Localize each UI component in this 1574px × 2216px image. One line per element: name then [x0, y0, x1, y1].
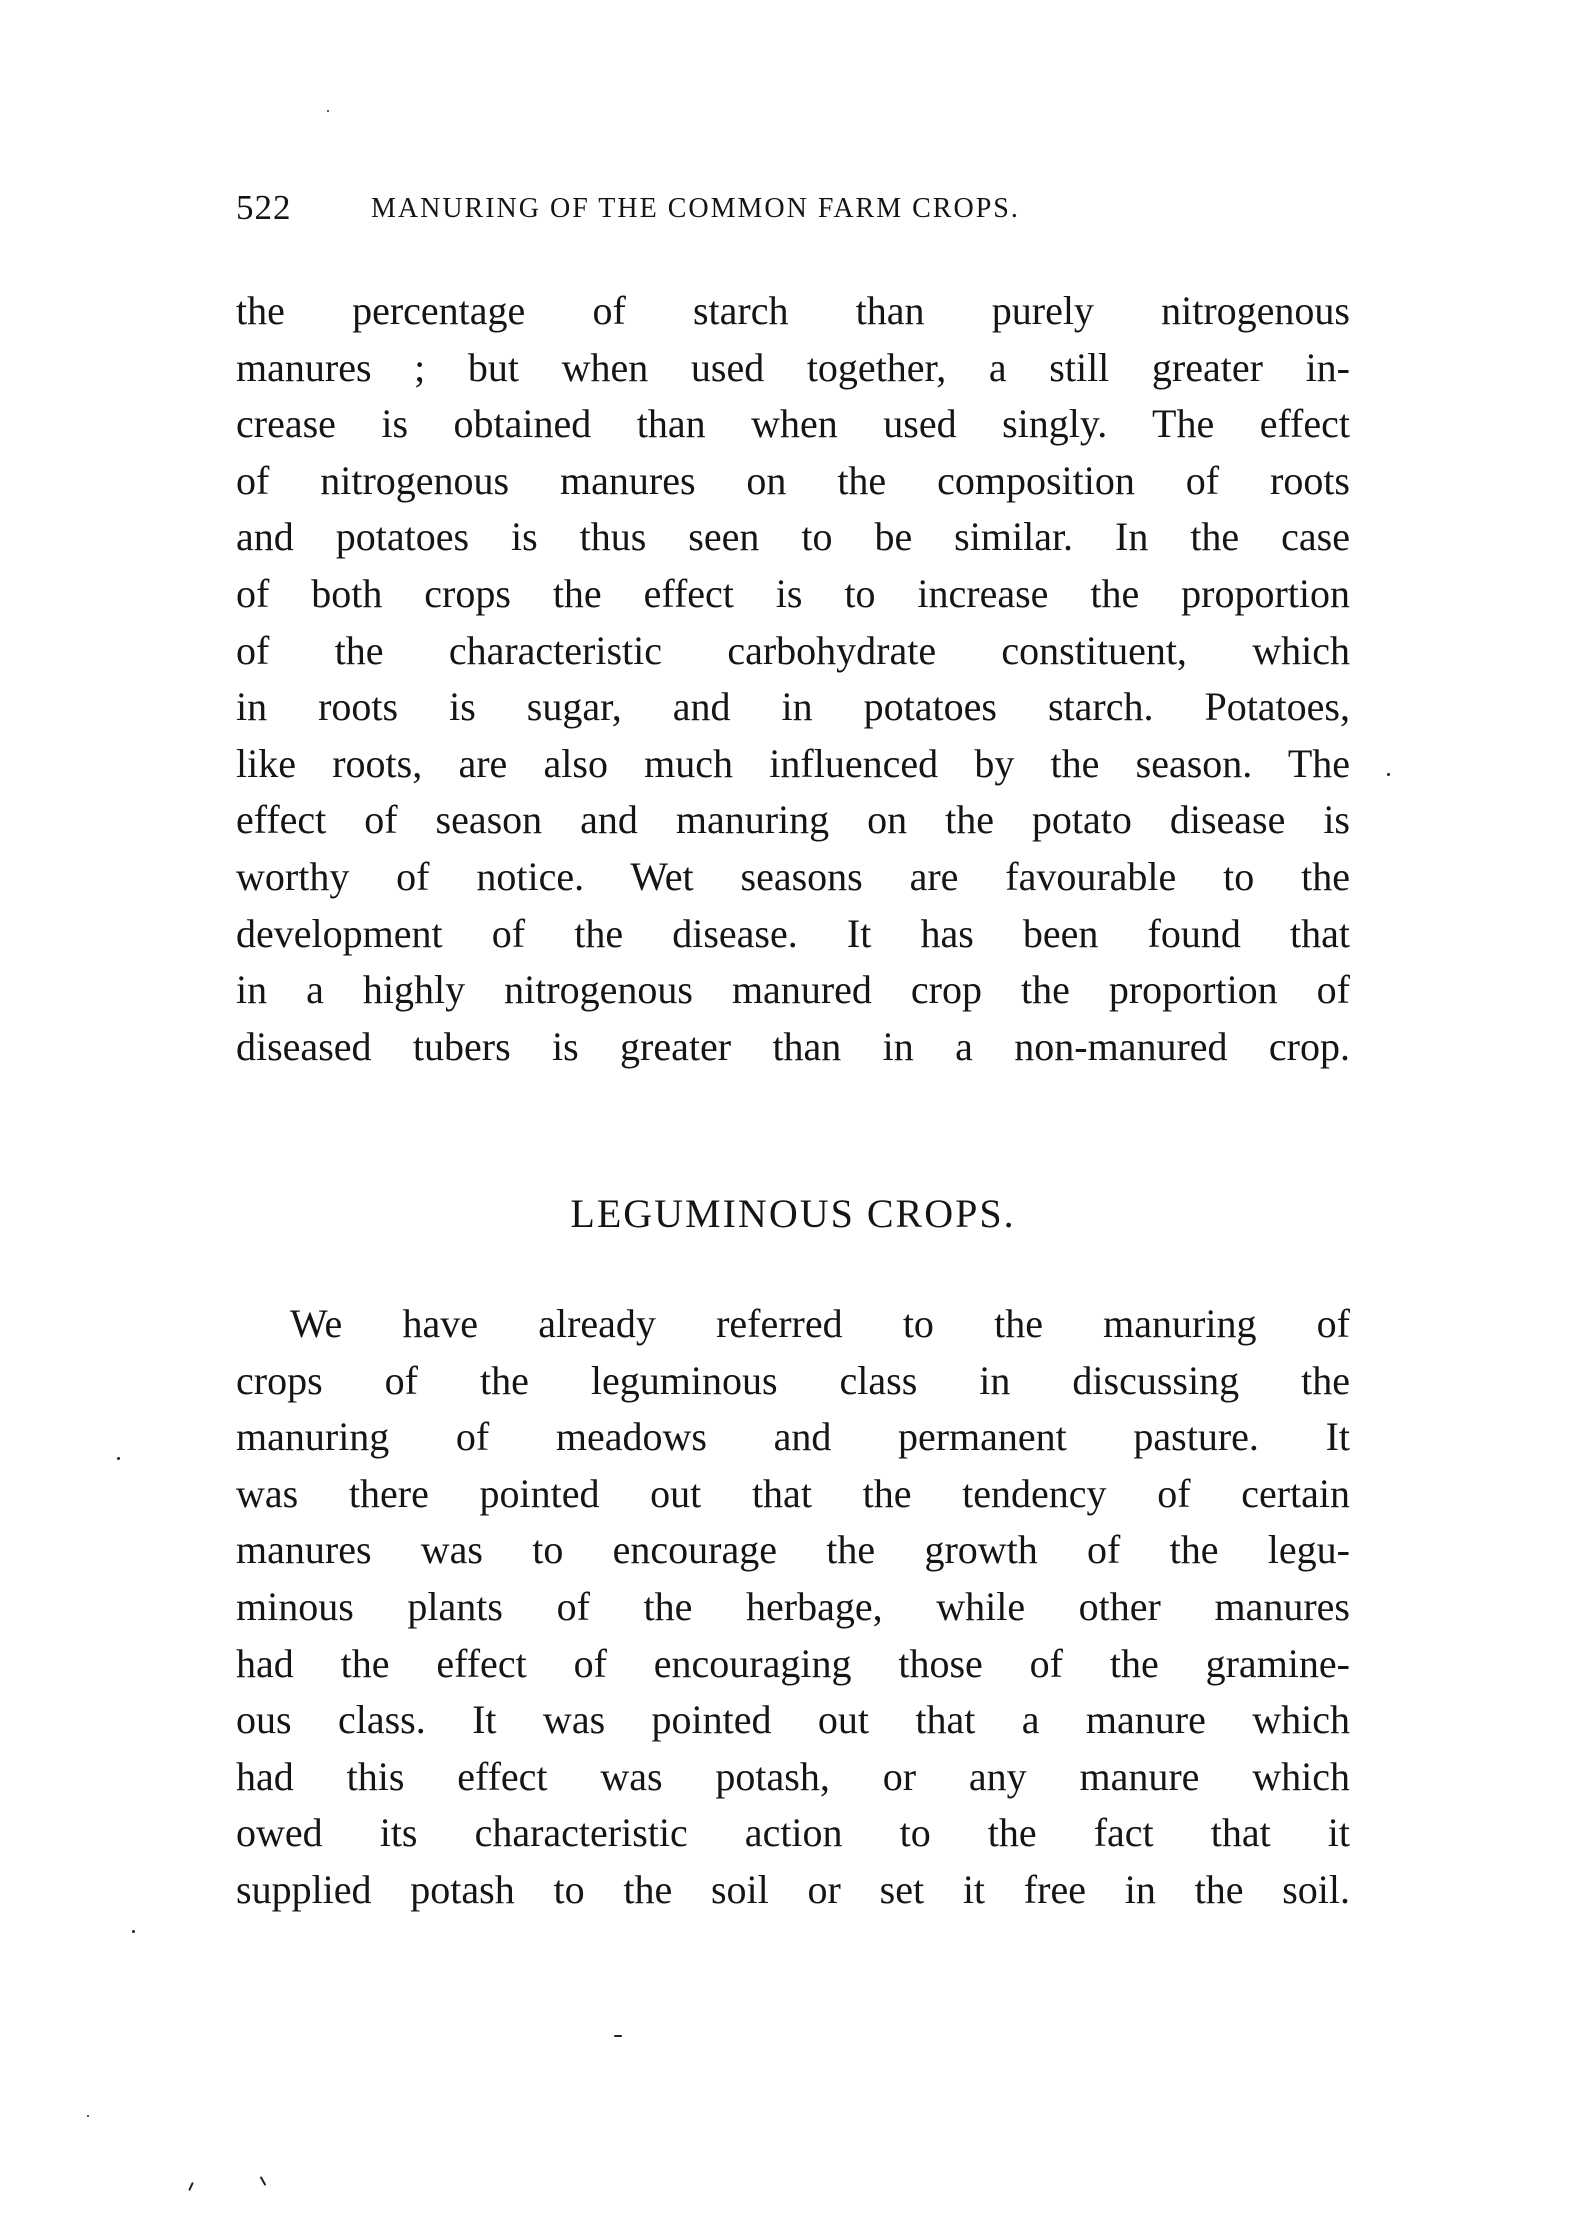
text-line: crops of the leguminous class in discussing the: [236, 1357, 1350, 1403]
text-line: was there pointed out that the tendency of certain: [236, 1470, 1350, 1516]
text-line: in roots is sugar, and in potatoes starch. Potatoes,: [236, 684, 1350, 730]
text-line: had this effect was potash, or any manure which: [236, 1753, 1350, 1799]
scan-speck: [188, 2182, 194, 2191]
running-head: [236, 188, 1350, 238]
scan-speck: [117, 1457, 120, 1460]
text-line: development of the disease. It has been found that: [236, 910, 1350, 956]
text-line: of the characteristic carbohydrate constituent, which: [236, 627, 1350, 673]
text-line: supplied potash to the soil or set it free in the soil.: [236, 1866, 1350, 1912]
text-line: manuring of meadows and permanent pasture. It: [236, 1414, 1350, 1460]
scan-speck: [614, 2035, 622, 2037]
page-number: 522: [236, 188, 292, 227]
text-line: worthy of notice. Wet seasons are favourable to the: [236, 853, 1350, 899]
text-line: We have already referred to the manuring of: [290, 1301, 1350, 1346]
text-line: crease is obtained than when used singly. The effect: [236, 401, 1350, 447]
text-line: in a highly nitrogenous manured crop the proportion of: [236, 967, 1350, 1013]
text-line: like roots, are also much influenced by the season. The: [236, 740, 1350, 786]
section-heading: LEGUMINOUS CROPS.: [570, 1191, 1016, 1236]
paragraph-leguminous-crops: [236, 1296, 1350, 1919]
text-line: of nitrogenous manures on the composition of roots: [236, 457, 1350, 503]
text-line: ous class. It was pointed out that a manure which: [236, 1697, 1350, 1743]
text-line: and potatoes is thus seen to be similar. In the case: [236, 514, 1350, 560]
text-line: effect of season and manuring on the potato disease is: [236, 797, 1350, 843]
text-line: manures ; but when used together, a still greater in-: [236, 344, 1350, 390]
text-line: the percentage of starch than purely nitrogenous: [236, 288, 1350, 333]
running-title: MANURING OF THE COMMON FARM CROPS.: [371, 193, 1020, 224]
scan-speck: [260, 2176, 267, 2186]
scan-speck: [1387, 773, 1390, 776]
text-line: of both crops the effect is to increase the proportion: [236, 570, 1350, 616]
text-line: minous plants of the herbage, while other manures: [236, 1583, 1350, 1629]
scan-speck: [132, 1930, 135, 1933]
text-line: had the effect of encouraging those of the gramine-: [236, 1640, 1350, 1686]
text-line: owed its characteristic action to the fact that it: [236, 1810, 1350, 1856]
paragraph-potatoes: [236, 283, 1350, 1075]
text-line: manures was to encourage the growth of the legu-: [236, 1527, 1350, 1573]
scan-speck: [327, 110, 329, 112]
text-line: diseased tubers is greater than in a non-manured crop.: [236, 1023, 1350, 1069]
scan-speck: [87, 2115, 89, 2117]
